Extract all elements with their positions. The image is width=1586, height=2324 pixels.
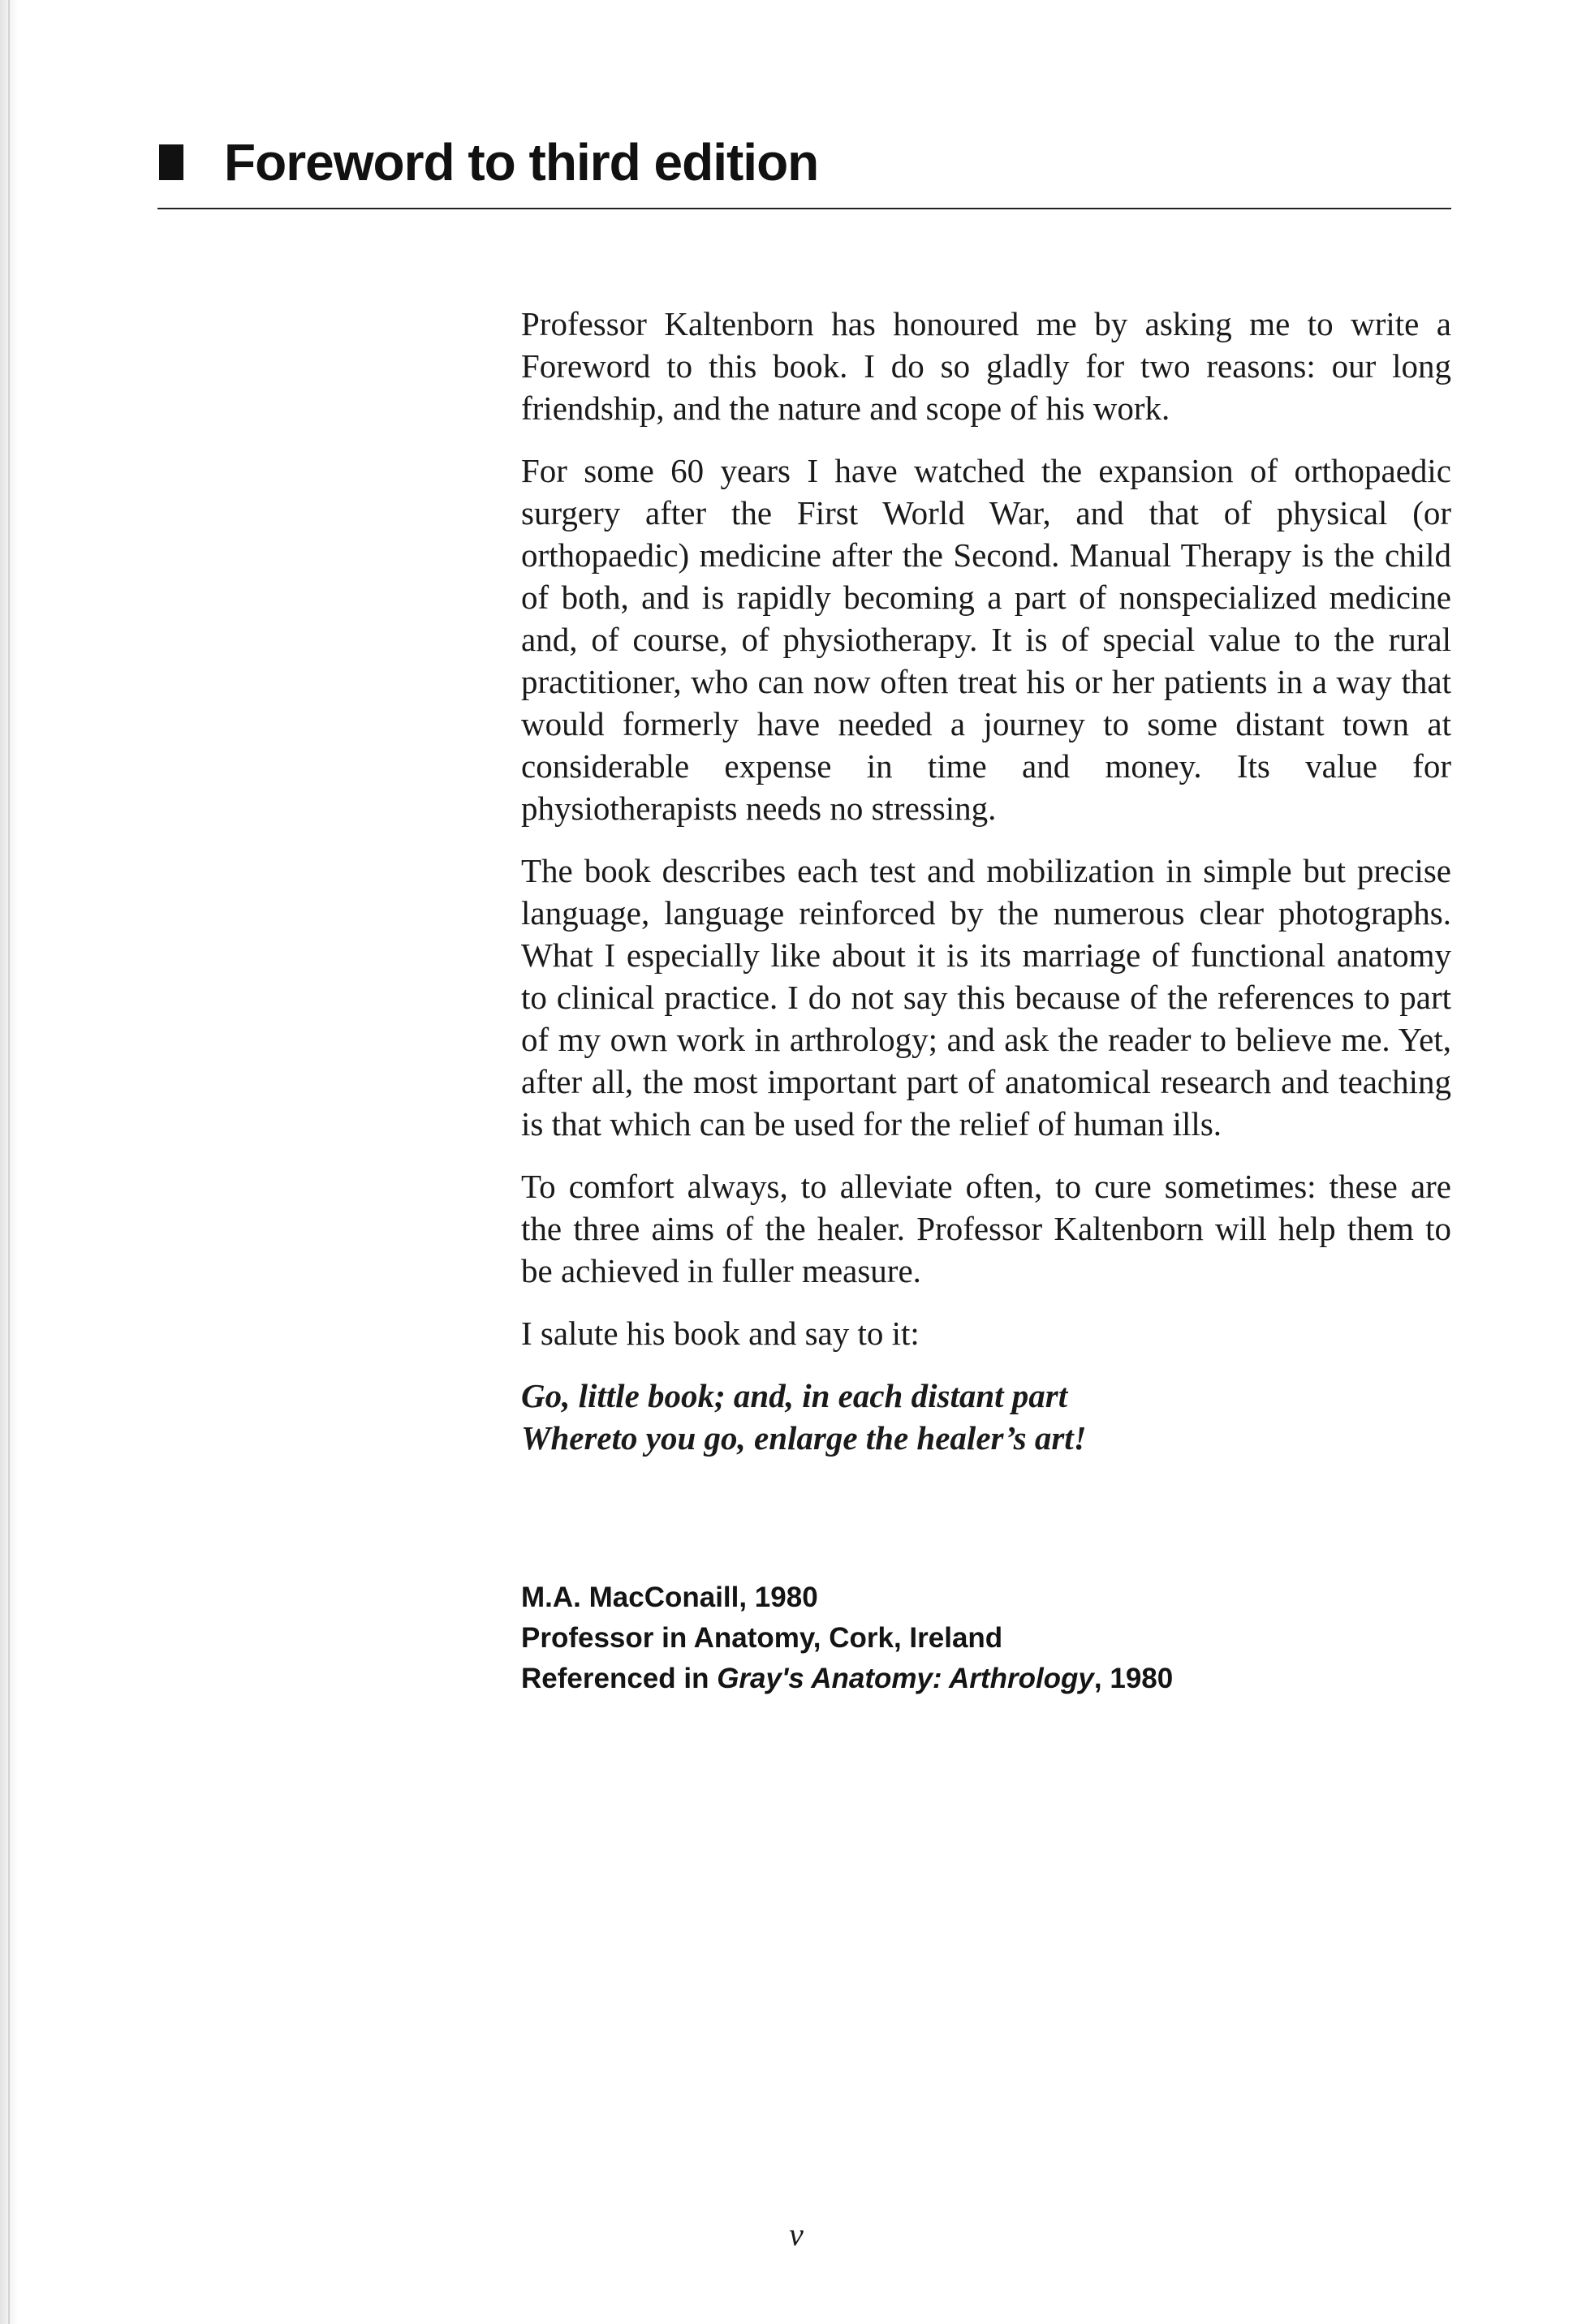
page-title: Foreword to third edition — [224, 133, 819, 192]
binding-line — [8, 0, 10, 2324]
signature-title: Professor in Anatomy, Cork, Ireland — [521, 1622, 1003, 1654]
signature-reference — [521, 1659, 1173, 1699]
reference-suffix: , 1980 — [1093, 1663, 1174, 1694]
paragraph-3: The book describes each test and mobilization in simple but precise language, language reinforced by the numerous clear photographs. What I especially like about it is its marriage of functional anatomy to clinical practice. I do not say this because of the references to part of my own work in arthrology; and ask the reader to believe me. Yet, after all, the most important part of anatomical research and teaching is that which can be used for the relief of human ills. — [521, 852, 1451, 1143]
verse — [521, 1375, 1451, 1459]
foreword-body — [521, 303, 1451, 1459]
signature-block — [521, 1577, 1173, 1699]
signature-name: M.A. MacConaill, 1980 — [521, 1582, 818, 1613]
section-heading — [159, 133, 819, 192]
square-bullet-icon — [159, 144, 183, 180]
paragraph-4: To comfort always, to alleviate often, to cure sometimes: these are the three aims of the healer. Professor Kaltenborn will help them to be achieved in fuller measure. — [521, 1168, 1451, 1289]
paragraph-2: For some 60 years I have watched the expansion of orthopaedic surgery after the First World War, and that of physical (or orthopaedic) medicine after the Second. Manual Therapy is the child of both, and is rapidly becoming a part of nonspecialized medicine and, of course, of physiotherapy. It is of special value to the rural practitioner, who can now often treat his or her patients in a way that would formerly have needed a journey to some distant town at considerable expense in time and money. Its value for physiotherapists needs no stressing. — [521, 452, 1451, 827]
page-number: v — [789, 2216, 804, 2253]
paragraph-1: Professor Kaltenborn has honoured me by asking me to write a Foreword to this book. I do so gladly for two reasons: our long friendship, and the nature and scope of his work. — [521, 305, 1451, 427]
salute-line: I salute his book and say to it: — [521, 1315, 920, 1352]
reference-work: Gray's Anatomy: Arthrology — [717, 1663, 1094, 1694]
reference-prefix: Referenced in — [521, 1663, 718, 1694]
heading-divider — [157, 208, 1451, 209]
verse-line-1: Go, little book; and, in each distant part — [521, 1377, 1068, 1414]
verse-line-2: Whereto you go, enlarge the healer’s art! — [521, 1419, 1087, 1457]
